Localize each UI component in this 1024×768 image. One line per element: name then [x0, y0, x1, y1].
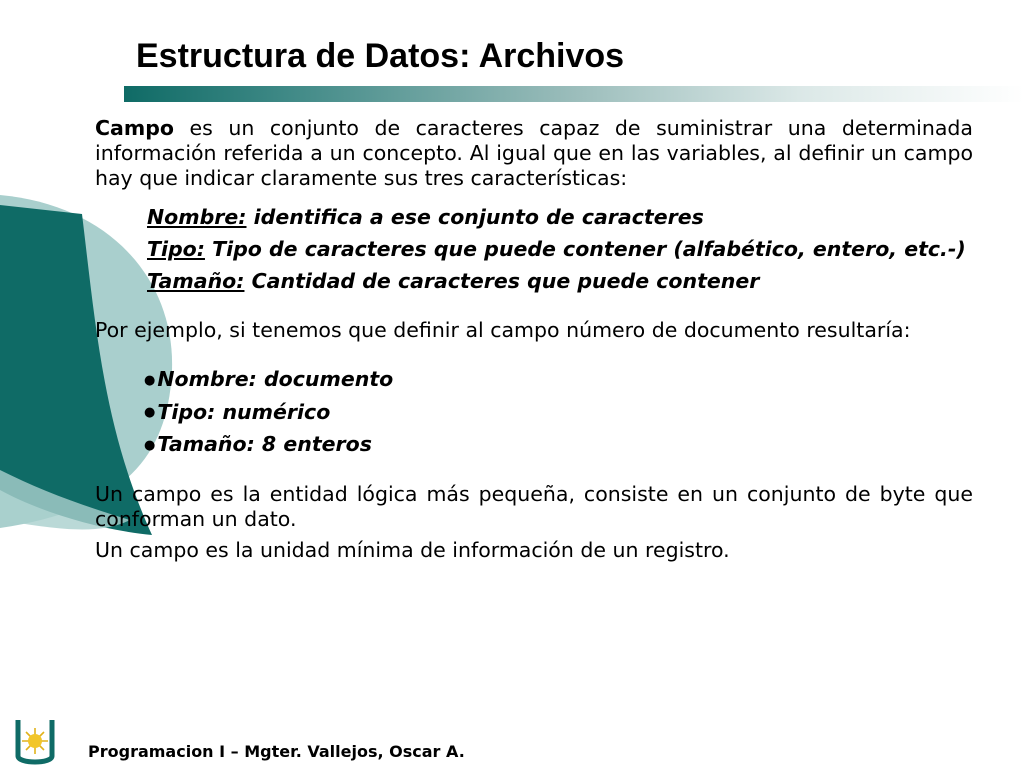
- field-properties-list: [147, 205, 973, 294]
- property-key: Tamaño:: [147, 269, 245, 293]
- intro-text: es un conjunto de caracteres capaz de suministrar una determinada información referida a un concepto. Al igual que en las variables, al definir un campo hay que indicar claramente sus tres características:: [95, 116, 973, 190]
- slide-content: [95, 116, 973, 563]
- property-item: [147, 269, 973, 294]
- example-item: [144, 432, 973, 458]
- page-title: Estructura de Datos: Archivos: [136, 37, 625, 75]
- closing-paragraph-1: Un campo es la entidad lógica más pequeña, consiste en un conjunto de byte que conforman un dato.: [95, 481, 973, 531]
- example-item-text: Tipo: numérico: [157, 399, 331, 424]
- intro-term: Campo: [95, 116, 174, 140]
- property-item: [147, 237, 973, 262]
- example-item: [144, 367, 973, 393]
- bullet-icon: ●: [144, 405, 156, 420]
- example-item: [144, 400, 973, 426]
- intro-paragraph: [95, 116, 973, 191]
- example-intro: Por ejemplo, si tenemos que definir al campo número de documento resultaría:: [95, 318, 911, 342]
- property-key: Tipo:: [147, 237, 205, 261]
- bullet-icon: ●: [144, 372, 156, 388]
- property-value: Tipo de caracteres que puede contener (alfabético, entero, etc.-): [204, 237, 966, 261]
- property-item: [147, 205, 973, 230]
- bullet-icon: ●: [144, 437, 156, 453]
- university-sun-logo-icon: [14, 718, 56, 768]
- example-list: [144, 367, 973, 458]
- property-key: Nombre:: [147, 205, 247, 229]
- property-value: Cantidad de caracteres que puede contener: [244, 269, 760, 293]
- example-item-text: Nombre: documento: [157, 367, 394, 391]
- title-gradient-bar: [124, 86, 1024, 102]
- example-item-text: Tamaño: 8 enteros: [157, 432, 372, 456]
- property-value: identifica a ese conjunto de caracteres: [246, 205, 704, 229]
- closing-paragraph-2: Un campo es la unidad mínima de información de un registro.: [95, 537, 730, 562]
- footer-credit: Programacion I – Mgter. Vallejos, Oscar A.: [88, 742, 465, 761]
